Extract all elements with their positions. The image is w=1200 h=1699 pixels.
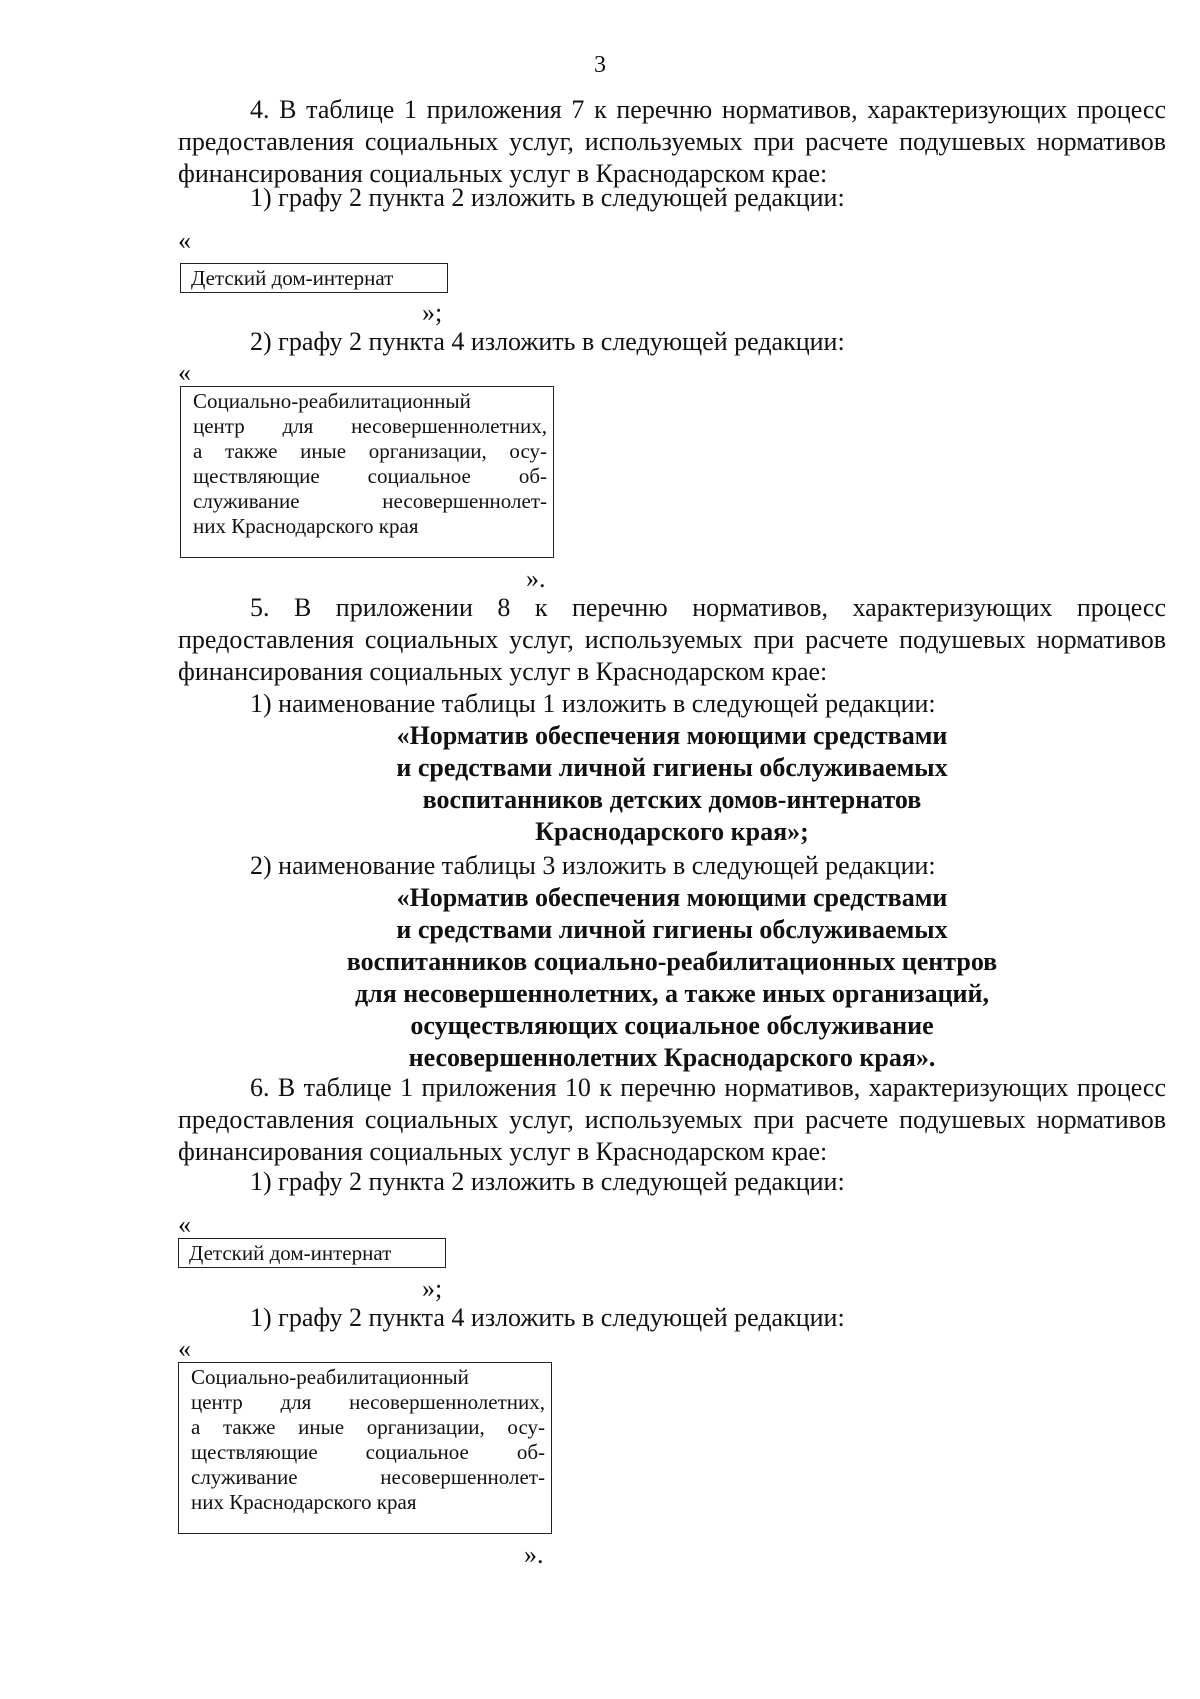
heading-line: воспитанников детских домов-интернатов bbox=[422, 785, 922, 814]
item4-sub2-open-quote: « bbox=[178, 358, 191, 387]
heading-line: и средствами личной гигиены обслуживаемых bbox=[396, 915, 948, 944]
cell-line: ществляющие социальное об- bbox=[193, 464, 547, 488]
heading-line: для несовершеннолетних, а также иных организаций, bbox=[354, 979, 990, 1008]
item6-sub1-cell: Детский дом-интернат bbox=[178, 1238, 446, 1268]
item6-sub1: 1) графу 2 пункта 2 изложить в следующей редакции: bbox=[250, 1167, 845, 1196]
item5-heading2 bbox=[178, 882, 1166, 1074]
item4-paragraph-block bbox=[178, 94, 1166, 190]
item6-sub1-open-quote: « bbox=[178, 1210, 191, 1239]
item6-sub2-close-quote: ». bbox=[524, 1540, 544, 1569]
cell-line: а также иные организации, осу- bbox=[191, 1415, 545, 1439]
cell-line: центр для несовершеннолетних, bbox=[193, 414, 547, 438]
item4-sub1-open-quote: « bbox=[178, 226, 191, 255]
cell-line: Социально-реабилитационный bbox=[193, 389, 471, 413]
item4-sub1-cell: Детский дом-интернат bbox=[180, 263, 448, 293]
item6-sub2-cell bbox=[178, 1362, 552, 1534]
item5-heading1 bbox=[178, 720, 1166, 848]
item6-sub2: 1) графу 2 пункта 4 изложить в следующей редакции: bbox=[250, 1303, 845, 1332]
heading-line: «Норматив обеспечения моющими средствами bbox=[396, 721, 948, 750]
cell-line: а также иные организации, осу- bbox=[193, 439, 547, 463]
item6-sub1-close-quote: »; bbox=[422, 1274, 443, 1303]
cell-line: них Краснодарского края bbox=[193, 514, 419, 538]
heading-line: и средствами личной гигиены обслуживаемых bbox=[396, 753, 948, 782]
cell-line: служивание несовершеннолет- bbox=[191, 1465, 545, 1489]
item4-sub1: 1) графу 2 пункта 2 изложить в следующей редакции: bbox=[250, 183, 845, 212]
item6-paragraph: 6. В таблице 1 приложения 10 к перечню нормативов, характеризующих процесс предоставления социальных услуг, используемых при расчете подушевых нормативов финансирования социальных услуг в Краснодарском крае: bbox=[178, 1073, 1166, 1166]
item4-sub2-cell bbox=[180, 386, 554, 558]
cell-line: Социально-реабилитационный bbox=[191, 1365, 469, 1389]
item5-sub2: 2) наименование таблицы 3 изложить в следующей редакции: bbox=[250, 851, 936, 880]
item5-paragraph: 5. В приложении 8 к перечню нормативов, характеризующих процесс предоставления социальных услуг, используемых при расчете подушевых нормативов финансирования социальных услуг в Краснодарском крае: bbox=[178, 593, 1166, 686]
item5-sub1: 1) наименование таблицы 1 изложить в следующей редакции: bbox=[250, 689, 936, 718]
cell-line: ществляющие социальное об- bbox=[191, 1440, 545, 1464]
item4-sub2-close-quote: ». bbox=[526, 564, 546, 593]
item4-sub1-close-quote: »; bbox=[422, 298, 443, 327]
item6-sub2-open-quote: « bbox=[178, 1334, 191, 1363]
item6-paragraph-block bbox=[178, 1072, 1166, 1168]
heading-line: «Норматив обеспечения моющими средствами bbox=[396, 883, 948, 912]
item4-paragraph: 4. В таблице 1 приложения 7 к перечню нормативов, характеризующих процесс предоставления социальных услуг, используемых при расчете подушевых нормативов финансирования социальных услуг в Краснодарском крае: bbox=[178, 95, 1166, 188]
item5-paragraph-block bbox=[178, 592, 1166, 688]
heading-line: несовершеннолетних Краснодарского края». bbox=[408, 1043, 936, 1072]
page-number: 3 bbox=[594, 52, 606, 78]
heading-line: Краснодарского края»; bbox=[535, 817, 809, 846]
heading-line: осуществляющих социальное обслуживание bbox=[410, 1011, 934, 1040]
cell-line: служивание несовершеннолет- bbox=[193, 489, 547, 513]
cell-line: них Краснодарского края bbox=[191, 1490, 417, 1514]
heading-line: воспитанников социально-реабилитационных центров bbox=[346, 947, 998, 976]
item4-sub2: 2) графу 2 пункта 4 изложить в следующей редакции: bbox=[250, 327, 845, 356]
cell-line: центр для несовершеннолетних, bbox=[191, 1390, 545, 1414]
